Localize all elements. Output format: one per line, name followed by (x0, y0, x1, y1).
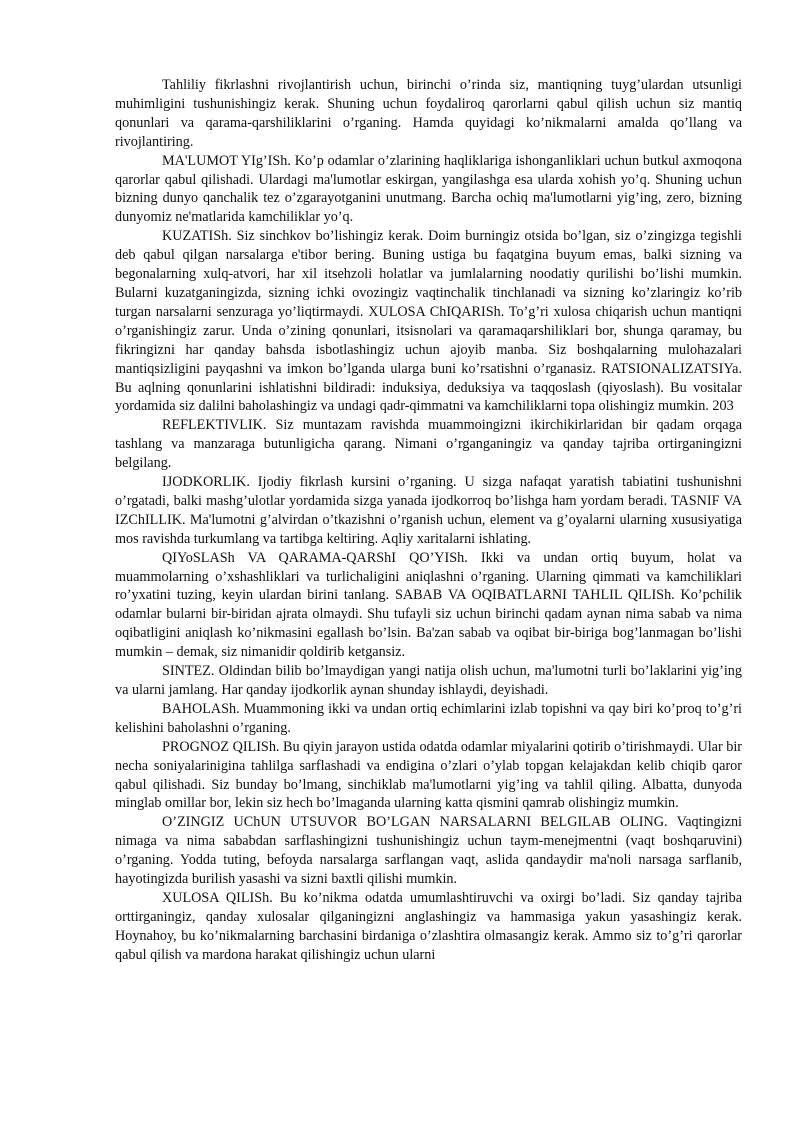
paragraph-priorities: O’ZINGIZ UChUN UTSUVOR BO’LGAN NARSALARNI BELGILAB OLING. Vaqtingizni nimaga va nima sababdan sarflashingizni tushunishingiz uchun taym-menejmentni (vaqt boshqaruvini) o’rganing. Yodda tuting, befoyda narsalarga sarflangan vaqt, aslida qandaydir ma'noli narsaga sarflanib, hayotingizda burilish yasashi va sizni baxtli qilishi mumkin. (115, 814, 742, 888)
paragraph-synthesis: SINTEZ. Oldindan bilib bo’lmaydigan yangi natija olish uchun, ma'lumotni turli bo’laklarini yig’ing va ularni jamlang. Har qanday ijodkorlik aynan shunday ishlaydi, deyishadi. (115, 663, 742, 698)
paragraph-forecasting: PROGNOZ QILISh. Bu qiyin jarayon ustida odatda odamlar miyalarini qotirib o’tirishmaydi. Ular bir necha soniyalarinigina tahlilga sarflashadi va endigina o’zlari o’ylab topgan kelajakdan kelib chiqib qaror qabul qilishadi. Siz bunday bo’lmang, sinchiklab ma'lumotlarni yig’ing va tahlil qiling. Albatta, dunyoda minglab omillar bor, lekin siz hech bo’lmaganda ularning katta qismini qamrab olishingiz mumkin. (115, 738, 742, 812)
paragraph-comparison: QIYoSLASh VA QARAMA-QARShI QO’YISh. Ikki va undan ortiq buyum, holat va muammolarning o’xshashliklari va turlichaligini aniqlashni o’rganing. Ularning qimmati va kamchiliklari ro’yxatini tuzing, keyin ulardan birini tanlang. SABAB VA OQIBATLARNI TAHLIL QILISh. Ko’pchilik odamlar bularni bir-biridan ajrata olmaydi. Shu tufayli siz uchun birinchi qadam aynan nima sabab va nima oqibatligini aniqlash ko’nikmasini egallash bo’lsin. Ba'zan sabab va oqibat bir-biriga bog’lanmagan bo’lishi mumkin – demak, siz nimanidir qoldirib ketgansiz. (115, 549, 742, 661)
document-page (115, 76, 742, 965)
paragraph-observation: KUZATISh. Siz sinchkov bo’lishingiz kerak. Doim burningiz otsida bo’lgan, siz o’zingizga tegishli deb qabul qilgan narsalarga e'tibor bering. Buning ustiga bu faqatgina buyum emas, balki sizning va begonalarning xulq-atvori, har xil itsehzoli holatlar va jumlalarning noodatiy qurilishi bo’lishi mumkin. Bularni kuzatganingizda, sizning ichki ovozingiz vaqtinchalik tinchlanadi va sizning ko’zlaringiz ko’rib turgan narsalarni senzuraga yo’liqtirmaydi. XULOSA ChIQARISh. To’g’ri xulosa chiqarish uchun mantiqni o’rganishingiz zarur. Unda o’zining qonunlari, itsisnolari va qaramaqarshiliklari bor, shunga qaramay, bu fikringizni har qanday bahsda isbotlashingiz uchun ajoyib manba. Siz boshqalarning mulohazalari mantiqsizligini payqashni va imkon bo’lganda ularga buni ko’rsatishni o’rganasiz. RATSIONALIZATSIYa. Bu aqlning qonunlarini ishlatishni bildiradi: induksiya, deduksiya va taqqoslash (qiyoslash). Bu vositalar yordamida siz dalilni baholashingiz va undagi qadr-qimmatni va kamchiliklarni topa olishingiz mumkin. 203 (115, 228, 742, 415)
paragraph-creativity: IJODKORLIK. Ijodiy fikrlash kursini o’rganing. U sizga nafaqat yaratish tabiatini tushunishni o’rgatadi, balki mashg’ulotlar yordamida sizga yanada ijodkorroq bo’lishga ham yordam beradi. TASNIF VA IZChILLIK. Ma'lumotni g’alvirdan o’tkazishni o’rganish uchun, element va g’oyalarni ularning xususiyatiga mos ravishda turkumlang va tartibga keltiring. Aqliy xaritalarni ishlating. (115, 474, 742, 547)
paragraph-reflectivity: REFLEKTIVLIK. Siz muntazam ravishda muammoingizni ikirchikirlaridan bir qadam orqaga tashlang va manzaraga butunligicha qarang. Nimani o’rganganingiz va qanday tajriba ortirganingizni belgilang. (115, 417, 742, 472)
paragraph-evaluation: BAHOLASh. Muammoning ikki va undan ortiq echimlarini izlab topishni va qay biri ko’proq to’g’ri kelishini baholashni o’rganing. (115, 700, 742, 736)
paragraph-conclusion: XULOSA QILISh. Bu ko’nikma odatda umumlashtiruvchi va oxirgi bo’ladi. Siz qanday tajriba orttirganingiz, qanday xulosalar qilganingizni anglashingiz va hammasiga yakun yasashingiz kerak. Hoynahoy, bu ko’nikmalarning barchasini birdaniga o’zlashtira olmasangiz kerak. Ammo siz to’g’ri qarorlar qabul qilish va mardona harakat qilishingiz uchun ularni (115, 889, 742, 963)
paragraph-information-gathering: MA'LUMOT YIg’ISh. Ko’p odamlar o’zlarining haqliklariga ishonganliklari uchun butkul axmoqona qarorlar qabul qilishadi. Ulardagi ma'lumotlar eskirgan, yangilashga esa ularda xohish yo’q. Shuning uchun bizning dunyo qanchalik tez o’zgarayotganini unutmang. Barcha ochiq ma'lumotlarni yig’ing, zero, bizning dunyomiz ne'matlarida kamchiliklar yo’q. (115, 152, 742, 226)
paragraph-intro: Tahliliy fikrlashni rivojlantirish uchun, birinchi o’rinda siz, mantiqning tuyg’ulardan utsunligi muhimligini tushunishingiz kerak. Shuning uchun foydaliroq qarorlarni qabul qilish uchun siz mantiq qonunlari va qarama-qarshiliklarini o’rganing. Hamda quyidagi ko’nikmalarni amalda qo’llang va rivojlantiring. (115, 77, 742, 150)
